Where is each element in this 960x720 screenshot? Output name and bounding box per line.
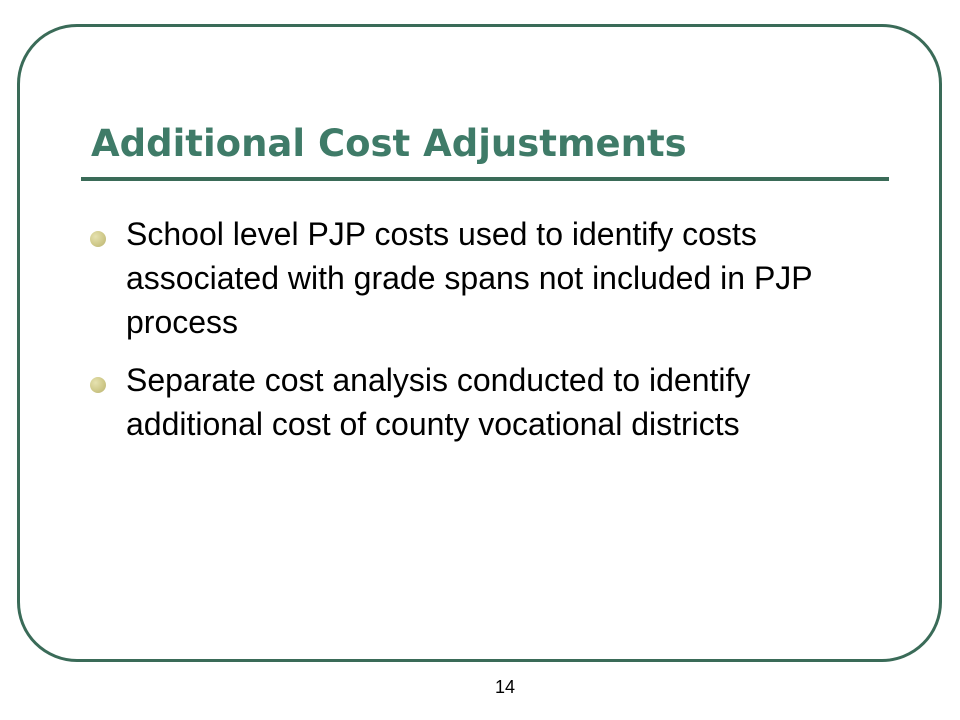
page-number: 14 [494,677,516,697]
bullet-text: School level PJP costs used to identify costs associated with grade spans not included in PJP process [126,216,813,340]
bullet-list [0,212,960,460]
title-divider [81,177,889,181]
bullet-dot-icon [90,231,106,247]
bullet-dot-icon [90,377,106,393]
bullet-text: Separate cost analysis conducted to identify additional cost of county vocational districts [126,362,751,442]
bullet-item [0,212,846,344]
slide-title: Additional Cost Adjustments [91,122,687,165]
bullet-item [0,358,846,446]
